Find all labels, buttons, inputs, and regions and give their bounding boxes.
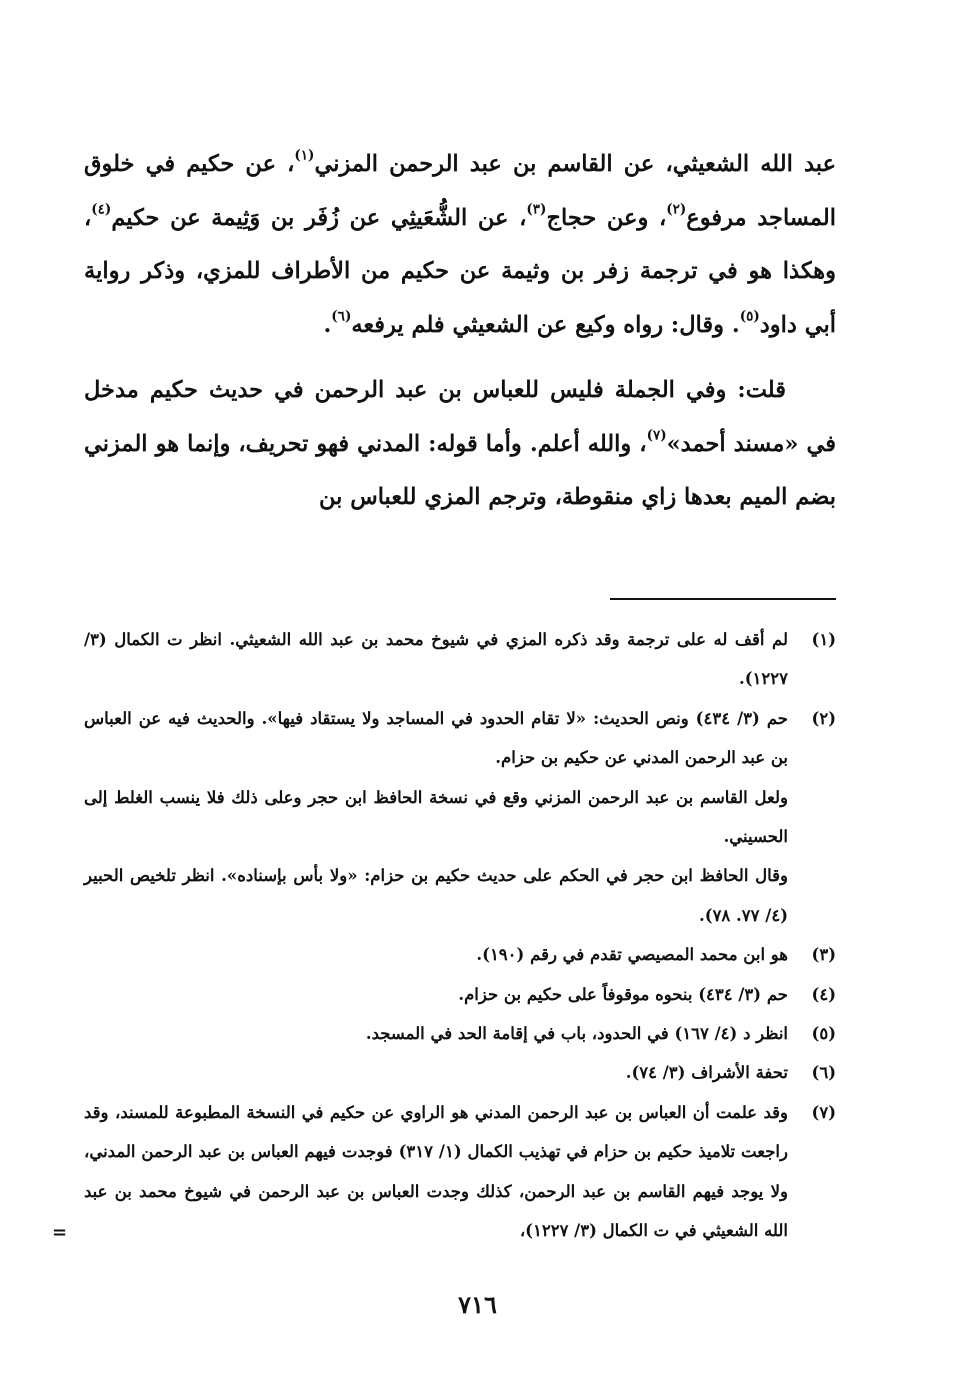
- text-run: عبد الله الشعيثي، عن القاسم بن عبد الرحمن المزني: [314, 151, 836, 177]
- text-run: .: [323, 311, 332, 338]
- footnote-ref-3[interactable]: (٣): [526, 201, 547, 218]
- main-paragraph-2: [84, 364, 836, 525]
- footnote-ref-2[interactable]: (٢): [666, 201, 687, 218]
- text-run: ، عن حكيم في خلوق المساجد مرفوع: [84, 151, 836, 231]
- footnote-ref-7[interactable]: (٧): [646, 427, 667, 444]
- text-run: ، والله أعلم. وأما قوله: المدني فهو تحريف، وإنما هو المزني بضم الميم بعدها زاي منقوطة، وترجم المزي للعباس بن: [84, 430, 836, 510]
- footnote-3: [84, 935, 836, 974]
- text-run: ، عن الشُّعَيثِي عن زُفَر بن وَثِيمة عن حكيم: [111, 204, 527, 231]
- footnote-ref-4[interactable]: (٤): [91, 201, 112, 218]
- footnote-4: [84, 975, 836, 1014]
- footnote-text: هو ابن محمد المصيصي تقدم في رقم (١٩٠).: [476, 945, 788, 965]
- footnote-number: (٣): [811, 945, 836, 965]
- footnote-text: لم أقف له على ترجمة وقد ذكره المزي في شيوخ محمد بن عبد الله الشعيثي. انظر ت الكمال (٣/ ١٢٢٧).: [84, 630, 788, 689]
- footnote-separator: [610, 598, 836, 600]
- footnote-text: تحفة الأشراف (٣/ ٧٤).: [625, 1063, 788, 1083]
- footnote-body: [84, 1093, 788, 1251]
- footnote-body: [84, 935, 788, 974]
- footnote-ref-6[interactable]: (٦): [331, 308, 352, 325]
- footnote-text: حم (٣/ ٤٣٤) ونص الحديث: «لا تقام الحدود في المساجد ولا يستقاد فيها». والحديث فيه عن العباس بن عبد الرحمن المدني عن حكيم بن حزام.: [84, 708, 789, 768]
- footnote-body: [84, 975, 788, 1014]
- text-run: قلت: وفي الجملة فليس للعباس بن عبد الرحمن في حديث حكيم مدخل في «مسند أحمد»: [84, 377, 836, 457]
- text-run: . وقال: رواه وكيع عن الشعيثي فلم يرفعه: [351, 311, 740, 338]
- footnote-text: وقال الحافظ ابن حجر في الحكم على حديث حكيم بن حزام: «ولا بأس بإسناده». انظر تلخيص الحبير (٤/ ٧٧. ٧٨).: [84, 866, 788, 925]
- footnotes: [84, 620, 836, 1251]
- footnote-ref-1[interactable]: (١): [294, 147, 315, 164]
- footnote-1: [84, 620, 836, 699]
- footnote-number: (٢): [811, 708, 836, 728]
- page-number: ٧١٦: [458, 1290, 497, 1319]
- footnote-text: حم (٣/ ٤٣٤) بنحوه موقوفاً على حكيم بن حزام.: [458, 984, 788, 1004]
- footnote-ref-5[interactable]: (٥): [739, 308, 760, 325]
- footnote-7: [84, 1093, 836, 1251]
- footnote-2: [84, 699, 836, 935]
- main-paragraph-1: [84, 138, 836, 352]
- text-run: ، وعن حجاج: [546, 204, 667, 231]
- footnote-number: (٤): [811, 984, 836, 1004]
- text-run: ، وهكذا هو في ترجمة زفر بن وثيمة عن حكيم من الأطراف للمزي، وذكر رواية أبي داود: [84, 204, 836, 338]
- footnote-text: ولعل القاسم بن عبد الرحمن المزني وقع في نسخة الحافظ ابن حجر وعلى ذلك فلا ينسب الغلط إلى الحسيني.: [84, 787, 788, 847]
- footnote-5: [84, 1014, 836, 1053]
- footnote-body: [84, 1014, 788, 1053]
- footnote-body: [84, 1053, 788, 1092]
- footnote-body: [84, 699, 788, 935]
- footnote-6: [84, 1053, 836, 1092]
- footnote-body: [84, 620, 788, 699]
- footnote-number: (١): [811, 630, 836, 649]
- footnote-number: (٥): [811, 1024, 836, 1044]
- continuation-mark: =: [52, 1222, 68, 1243]
- footnote-number: (٧): [811, 1102, 836, 1122]
- footnote-text: وقد علمت أن العباس بن عبد الرحمن المدني هو الراوي عن حكيم في النسخة المطبوعة للمسند، وقد راجعت تلاميذ حكيم بن حزام في تهذيب الكمال (١/ ٣١٧) فوجدت فيهم العباس بن عبد الرحمن المدني، ولا يوجد فيهم القاسم بن عبد الرحمن، كذلك وجدت العباس بن عبد الرحمن في شيوخ محمد بن عبد الله الشعيثي في ت الكمال (٣/ ١٢٢٧)،: [84, 1102, 788, 1241]
- footnote-number: (٦): [811, 1063, 836, 1083]
- main-text: [84, 138, 836, 525]
- footnote-text: انظر د (٤/ ١٦٧) في الحدود، باب في إقامة الحد في المسجد.: [365, 1024, 788, 1044]
